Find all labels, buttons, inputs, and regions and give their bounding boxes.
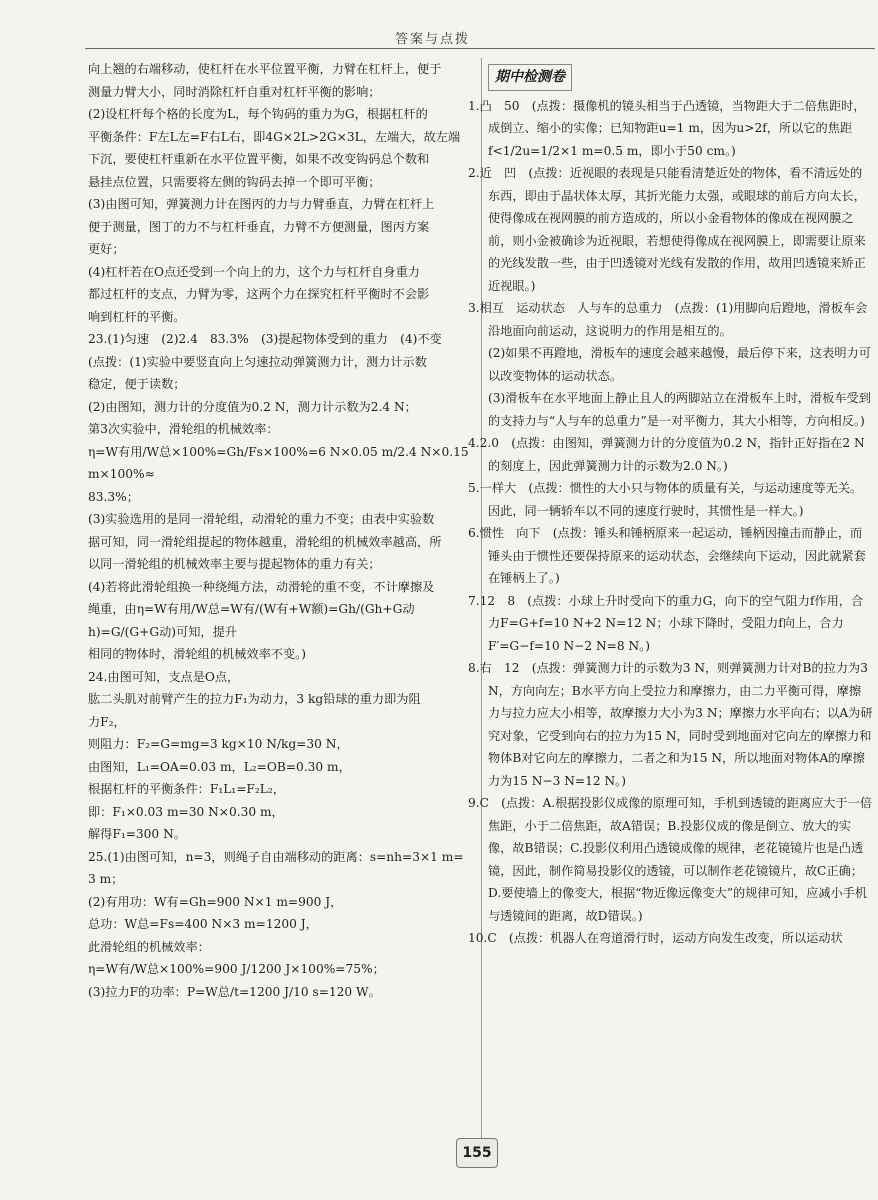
text-line: 23.(1)匀速 (2)2.4 83.3% (3)提起物体受到的重力 (4)不变 — [88, 332, 442, 346]
text-line: 响到杠杆的平衡。 — [88, 309, 186, 324]
text-line: (4)若将此滑轮组换一种绕绳方法，动滑轮的重不变，不计摩擦及 — [88, 579, 435, 594]
text-line: 都过杠杆的支点，力臂为零，这两个力在探究杠杆平衡时不会影 — [88, 287, 430, 301]
text-line: 根据杠杆的平衡条件：F₁L₁=F₂L₂， — [88, 782, 285, 796]
text-line: 绳重，由η=W有用/W总=W有/(W有+W额)=Gh/(Gh+G动h)=G/(G+G动)可知，提升 — [88, 602, 415, 639]
text-line: (2)有用功：W有=Gh=900 N×1 m=900 J， — [88, 894, 343, 909]
text-line: 83.3%； — [88, 489, 139, 504]
text-line: 下沉，要使杠杆重新在水平位置平衡，如果不改变钩码总个数和 — [88, 152, 430, 166]
text-line: 则阻力：F₂=G=mg=3 kg×10 N/kg=30 N， — [88, 737, 349, 751]
text-line: 以同一滑轮组的机械效率主要与提起物体的重力有关； — [88, 557, 381, 571]
text-line: η=W有用/W总×100%=Gh/Fs×100%=6 N×0.05 m/2.4 N×0.15 m×100%≈ — [88, 444, 469, 481]
text-line: 3.相互 运动状态 人与车的总重力 (点拨：(1)用脚向后蹬地，滑板车会沿地面向前运动，这说明力的作用是相互的。 — [468, 301, 868, 338]
text-line: 便于测量，图丁的力不与杠杆垂直，力臂不方便测量，图丙方案 — [88, 219, 430, 234]
text-line: 平衡条件：F左L左=F右L右，即4G×2L>2G×3L，左端大，故左端 — [88, 129, 461, 144]
page-number: 155 — [456, 1138, 498, 1168]
text-line: η=W有/W总×100%=900 J/1200 J×100%=75%； — [88, 962, 385, 976]
text-line: 即：F₁×0.03 m=30 N×0.30 m， — [88, 804, 284, 819]
text-line: 稳定，便于读数； — [88, 377, 186, 391]
header-rule — [85, 48, 875, 49]
text-line: 25.(1)由图可知，n=3，则绳子自由端移动的距离：s=nh=3×1 m= — [88, 849, 464, 864]
text-line: 5.一样大 (点拨：惯性的大小只与物体的质量有关，与运动速度等无关。因此，同一辆轿车以不同的速度行驶时，其惯性是一样大。) — [468, 481, 863, 518]
text-line: (3)拉力F的功率：P=W总/t=1200 J/10 s=120 W。 — [88, 984, 381, 999]
text-line: 据可知，同一滑轮组提起的物体越重，滑轮组的机械效率越高，所 — [88, 534, 442, 549]
text-line: 向上翘的右端移动，使杠杆在水平位置平衡，力臂在杠杆上，便于 — [88, 62, 442, 76]
right-column — [468, 58, 873, 950]
text-line: 更好； — [88, 242, 125, 256]
text-line: (3)滑板车在水平地面上静止且人的两脚站立在滑板车上时，滑板车受到的支持力与“人与车的总重力”是一对平衡力，其大小相等，方向相反。) — [488, 391, 871, 428]
text-line: 10.C (点拨：机器人在弯道滑行时，运动方向发生改变，所以运动状 — [468, 931, 843, 945]
text-line: 4.2.0 (点拨：由图知，弹簧测力计的分度值为0.2 N，指针正好指在2 N的刻度上，因此弹簧测力计的示数为2.0 N。) — [468, 436, 865, 473]
text-line: (2)如果不再蹬地，滑板车的速度会越来越慢，最后停下来，这表明力可以改变物体的运动状态。 — [488, 346, 871, 383]
text-line: 8.右 12 (点拨：弹簧测力计的示数为3 N，则弹簧测力计对B的拉力为3 N，方向向左；B水平方向上受拉力和摩擦力，由二力平衡可得，摩擦力与拉力应大小相等，故摩擦力大小为3 N；摩擦力水平向右；以A为研究对象，它受到向右的拉力为15 N，同时受到地面对它向左的摩擦力和物体B对它向左的摩擦力，二者之和为15 N，所以地面对物体A的摩擦力为15 N−3 N=12 N。) — [468, 661, 873, 788]
text-line: 解得F₁=300 N。 — [88, 827, 186, 841]
text-line: 相同的物体时，滑轮组的机械效率不变。) — [88, 647, 307, 661]
text-line: 3 m； — [88, 872, 124, 886]
section-title: 期中检测卷 — [488, 64, 572, 91]
text-line: 24.由图可知，支点是O点， — [88, 669, 240, 684]
text-line: (2)由图知，测力计的分度值为0.2 N，测力计示数为2.4 N； — [88, 399, 417, 414]
text-line: 测量力臂大小，同时消除杠杆自重对杠杆平衡的影响； — [88, 84, 381, 99]
text-line: 总功：W总=Fs=400 N×3 m=1200 J， — [88, 917, 318, 931]
text-line: 由图知，L₁=OA=0.03 m，L₂=OB=0.30 m， — [88, 759, 351, 774]
text-line: (3)由图可知，弹簧测力计在图丙的力与力臂垂直，力臂在杠杆上 — [88, 197, 435, 211]
page-header: 答案与点拨 — [395, 32, 471, 47]
text-line: (4)杠杆若在O点还受到一个向上的力，这个力与杠杆自身重力 — [88, 264, 420, 279]
text-line: 第3次实验中，滑轮组的机械效率： — [88, 422, 279, 436]
text-line: 1.凸 50 (点拨：摄像机的镜头相当于凸透镜，当物距大于二倍焦距时，成倒立、缩小的实像；已知物距u=1 m，因为u>2f，所以它的焦距f<1/2u=1/2×1 m=0.5 m，即小于50 cm。) — [468, 98, 866, 158]
left-column — [88, 58, 473, 1003]
text-line: 7.12 8 (点拨：小球上升时受向下的重力G，向下的空气阻力f作用，合力F=G+f=10 N+2 N=12 N；小球下降时，受阻力f向上，合力F′=G−f=10 N−2 N=8 N。) — [468, 593, 864, 653]
text-line: 力F₂， — [88, 714, 126, 729]
text-line: (3)实验选用的是同一滑轮组，动滑轮的重力不变；由表中实验数 — [88, 512, 435, 526]
text-line: 2.近 凹 (点拨：近视眼的表现是只能看清楚近处的物体，看不清远处的东西，即由于晶状体太厚，其折光能力太强，或眼球的前后方向太长，使得像成在视网膜的前方造成的，所以小金看物体的像成在视网膜之前，则小金被确诊为近视眼，若想使得像成在视网膜上，即需要让原来的光线发散一些，由于凹透镜对光线有发散的作用，故用凹透镜来矫正近视眼。) — [468, 166, 866, 293]
text-line: 此滑轮组的机械效率： — [88, 939, 210, 954]
text-line: 6.惯性 向下 (点拨：锤头和锤柄原来一起运动，锤柄因撞击而静止，而锤头由于惯性还要保持原来的运动状态，会继续向下运动，因此就紧套在锤柄上了。) — [468, 526, 866, 585]
text-line: 悬挂点位置，只需要将左侧的钩码去掉一个即可平衡； — [88, 174, 381, 189]
text-line: (点拨：(1)实验中要竖直向上匀速拉动弹簧测力计，测力计示数 — [88, 354, 427, 369]
text-line: 9.C (点拨：A.根据投影仪成像的原理可知，手机到透镜的距离应大于一倍焦距，小于二倍焦距，故A错误；B.投影仪成的像是倒立、放大的实像，故B错误；C.投影仪利用凸透镜成像的规律，老花镜镜片也是凸透镜，因此，制作简易投影仪的透镜，可以制作老花镜镜片，故C正确；D.要使墙上的像变大，根据“物近像远像变大”的规律可知，应减小手机与透镜间的距离，故D错误。) — [468, 796, 873, 923]
text-line: (2)设杠杆每个格的长度为L，每个钩码的重力为G，根据杠杆的 — [88, 107, 428, 121]
text-line: 肱二头肌对前臂产生的拉力F₁为动力，3 kg铅球的重力即为阻 — [88, 692, 421, 706]
